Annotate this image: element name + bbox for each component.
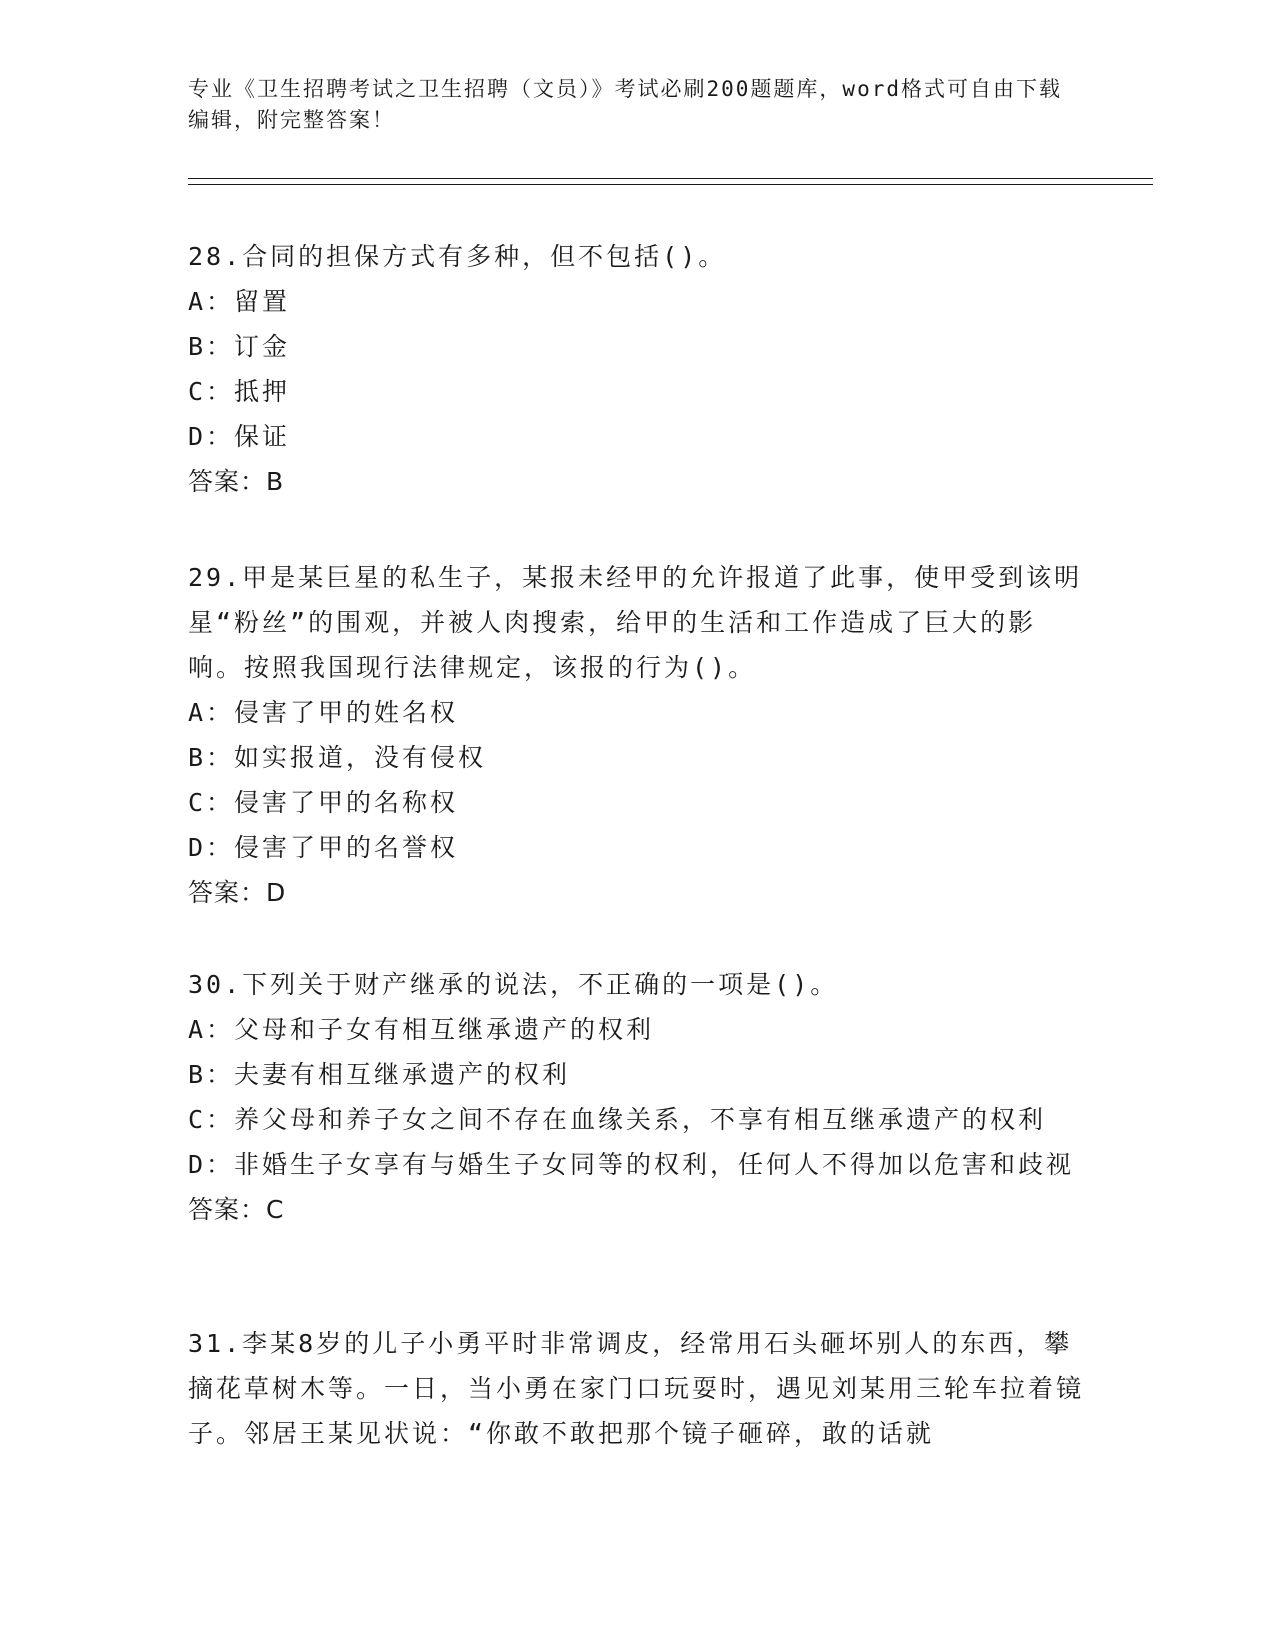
option-d: D：侵害了甲的名誉权 xyxy=(188,833,459,862)
option-d: D：非婚生子女享有与婚生子女同等的权利，任何人不得加以危害和歧视 xyxy=(188,1150,1075,1179)
option-c: C：抵押 xyxy=(188,377,291,406)
option-c: C：侵害了甲的名称权 xyxy=(188,788,459,817)
header-divider-top xyxy=(188,178,1153,179)
option-b: B：如实报道，没有侵权 xyxy=(188,743,487,772)
document-intro: 专业《卫生招聘考试之卫生招聘（文员）》考试必刷200题题库，word格式可自由下载编辑，附完整答案！ xyxy=(188,77,1062,132)
question-28 xyxy=(188,234,1088,504)
answer: 答案：B xyxy=(188,467,285,496)
option-d: D：保证 xyxy=(188,422,291,451)
answer: 答案：C xyxy=(188,1195,285,1224)
option-a: A：父母和子女有相互继承遗产的权利 xyxy=(188,1015,655,1044)
question-stem: 30.下列关于财产继承的说法，不正确的一项是()。 xyxy=(188,970,839,999)
question-stem: 31.李某8岁的儿子小勇平时非常调皮，经常用石头砸坏别人的东西，攀摘花草树木等。一日，当小勇在家门口玩耍时，遇见刘某用三轮车拉着镜子。邻居王某见状说：“你敢不敢把那个镜子砸碎，敢的话就 xyxy=(188,1329,1085,1448)
option-a: A：侵害了甲的姓名权 xyxy=(188,698,459,727)
question-30 xyxy=(188,962,1088,1232)
answer: 答案：D xyxy=(188,878,287,907)
option-b: B：订金 xyxy=(188,332,291,361)
question-29 xyxy=(188,555,1088,915)
question-stem: 29.甲是某巨星的私生子，某报未经甲的允许报道了此事，使甲受到该明星“粉丝”的围观，并被人肉搜索，给甲的生活和工作造成了巨大的影响。按照我国现行法律规定，该报的行为()。 xyxy=(188,563,1083,682)
question-31 xyxy=(188,1321,1088,1456)
header-divider-bottom xyxy=(188,184,1153,185)
option-a: A：留置 xyxy=(188,287,291,316)
option-c: C：养父母和养子女之间不存在血缘关系，不享有相互继承遗产的权利 xyxy=(188,1105,1047,1134)
option-b: B：夫妻有相互继承遗产的权利 xyxy=(188,1060,571,1089)
question-stem: 28.合同的担保方式有多种，但不包括()。 xyxy=(188,242,727,271)
